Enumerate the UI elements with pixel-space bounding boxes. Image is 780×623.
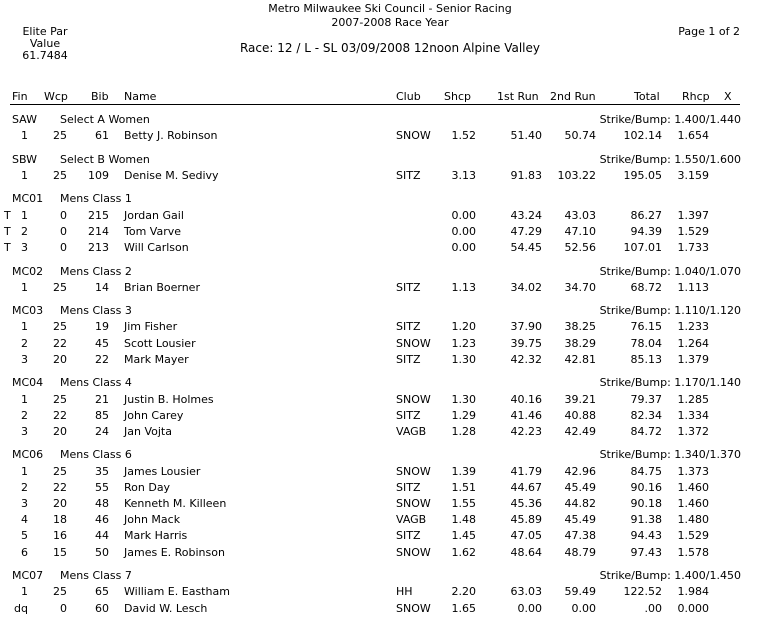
- fin-cell: 2: [21, 480, 28, 494]
- name-cell: Justin B. Holmes: [124, 392, 214, 406]
- class-code: MC04: [12, 376, 44, 390]
- total-cell: 97.43: [630, 545, 662, 559]
- report-title: Metro Milwaukee Ski Council - Senior Racing: [268, 2, 512, 15]
- run1-cell: 39.75: [510, 336, 542, 350]
- name-cell: Brian Boerner: [124, 280, 200, 294]
- wcp-cell: 25: [53, 585, 67, 599]
- col-name: Name: [124, 90, 157, 103]
- shcp-cell: 3.13: [451, 168, 476, 182]
- run2-cell: 34.70: [564, 280, 596, 294]
- name-cell: David W. Lesch: [124, 601, 208, 615]
- club-cell: SITZ: [396, 408, 421, 422]
- shcp-cell: 1.29: [451, 408, 476, 422]
- fin-cell: 1: [21, 320, 28, 334]
- club-cell: SNOW: [396, 464, 431, 478]
- shcp-cell: 0.00: [451, 208, 476, 222]
- name-cell: Tom Varve: [124, 224, 182, 238]
- run2-cell: 42.96: [564, 464, 596, 478]
- club-cell: HH: [396, 585, 413, 599]
- rhcp-cell: 1.654: [677, 129, 709, 143]
- class-name: Mens Class 7: [60, 569, 132, 583]
- rhcp-cell: 1.460: [677, 497, 709, 510]
- run2-cell: 45.49: [564, 480, 596, 494]
- class-header: [0, 304, 780, 318]
- strike-bump: Strike/Bump: 1.400/1.440: [599, 113, 741, 126]
- club-cell: SNOW: [396, 129, 431, 143]
- club-cell: VAGB: [396, 513, 427, 527]
- club-cell: SITZ: [396, 480, 421, 494]
- name-cell: John Carey: [124, 408, 184, 422]
- bib-cell: 65: [95, 585, 109, 599]
- bib-cell: 55: [95, 480, 109, 494]
- elite-value-label: Value: [29, 37, 61, 50]
- fin-cell: 3: [21, 352, 28, 366]
- club-cell: SNOW: [396, 336, 431, 350]
- rhcp-cell: 1.529: [677, 224, 709, 238]
- run2-cell: 59.49: [564, 585, 596, 599]
- run2-cell: 42.49: [564, 424, 596, 438]
- bib-cell: 85: [95, 408, 109, 422]
- shcp-cell: 1.30: [451, 352, 476, 366]
- fin-cell: 2: [21, 408, 28, 422]
- total-cell: 76.15: [630, 320, 662, 334]
- fin-cell: 3: [21, 497, 28, 510]
- run1-cell: 42.23: [510, 424, 542, 438]
- shcp-cell: 1.52: [451, 129, 476, 143]
- rhcp-cell: 1.733: [677, 241, 709, 254]
- class-name: Mens Class 2: [60, 264, 132, 278]
- result-row: [0, 585, 780, 599]
- shcp-cell: 1.28: [451, 424, 476, 438]
- name-cell: Betty J. Robinson: [124, 129, 218, 143]
- name-cell: Jordan Gail: [124, 208, 184, 222]
- total-cell: 94.39: [630, 224, 662, 238]
- name-cell: Jan Vojta: [124, 424, 172, 438]
- club-cell: VAGB: [396, 424, 427, 438]
- run1-cell: 41.79: [510, 464, 542, 478]
- strike-bump: Strike/Bump: 1.400/1.450: [599, 569, 741, 583]
- result-row: [0, 225, 780, 239]
- class-header: [0, 448, 780, 462]
- run2-cell: 45.49: [564, 513, 596, 527]
- total-cell: 107.01: [623, 241, 662, 254]
- rhcp-cell: 1.397: [677, 208, 709, 222]
- col-bib: Bib: [91, 90, 109, 103]
- result-row: [0, 425, 780, 439]
- run2-cell: 103.22: [557, 168, 596, 182]
- wcp-cell: 25: [53, 320, 67, 334]
- wcp-cell: 18: [53, 513, 67, 527]
- shcp-cell: 1.45: [451, 529, 476, 543]
- result-row: [0, 337, 780, 351]
- class-name: Select B Women: [60, 152, 150, 166]
- rhcp-cell: 1.984: [677, 585, 709, 599]
- page-indicator: Page 1 of 2: [678, 25, 740, 38]
- result-row: [0, 465, 780, 479]
- class-code: MC02: [12, 264, 44, 278]
- run2-cell: 52.56: [564, 241, 596, 254]
- run1-cell: 54.45: [510, 241, 542, 254]
- class-header: [0, 569, 780, 583]
- result-row: [0, 481, 780, 495]
- class-name: Mens Class 1: [60, 192, 132, 206]
- bib-cell: 14: [95, 280, 109, 294]
- result-row: [0, 320, 780, 334]
- run1-cell: 63.03: [510, 585, 542, 599]
- bib-cell: 214: [88, 224, 109, 238]
- strike-bump: Strike/Bump: 1.110/1.120: [599, 304, 741, 318]
- club-cell: SITZ: [396, 280, 421, 294]
- shcp-cell: 1.65: [451, 601, 476, 615]
- class-code: MC03: [12, 304, 44, 318]
- club-cell: SNOW: [396, 545, 431, 559]
- run2-cell: 48.79: [564, 545, 596, 559]
- run1-cell: 45.89: [510, 513, 542, 527]
- run1-cell: 47.05: [510, 529, 542, 543]
- rhcp-cell: 1.334: [677, 408, 709, 422]
- rhcp-cell: 1.529: [677, 529, 709, 543]
- run1-cell: 42.32: [510, 352, 542, 366]
- name-cell: Jim Fisher: [124, 320, 178, 334]
- col-run1: 1st Run: [497, 90, 539, 103]
- race-label: Race: 12 / L - SL 03/09/2008 12noon Alpine Valley: [239, 41, 540, 55]
- wcp-cell: 0: [60, 241, 67, 254]
- class-code: SAW: [12, 113, 37, 126]
- run1-cell: 91.83: [510, 168, 542, 182]
- fin-cell: dq: [14, 601, 28, 615]
- total-cell: 122.52: [623, 585, 662, 599]
- total-cell: 78.04: [630, 336, 662, 350]
- fin-cell: 4: [21, 513, 28, 527]
- run2-cell: 42.81: [564, 352, 596, 366]
- bib-cell: 46: [95, 513, 109, 527]
- tie-marker: T: [4, 241, 11, 254]
- wcp-cell: 16: [53, 529, 67, 543]
- name-cell: Ron Day: [124, 480, 171, 494]
- shcp-cell: 0.00: [451, 224, 476, 238]
- run2-cell: 44.82: [564, 497, 596, 510]
- run1-cell: 41.46: [510, 408, 542, 422]
- class-name: Select A Women: [60, 113, 150, 126]
- shcp-cell: 1.23: [451, 336, 476, 350]
- result-row: [0, 409, 780, 423]
- wcp-cell: 25: [53, 464, 67, 478]
- total-cell: 90.18: [630, 497, 662, 510]
- class-name: Mens Class 4: [60, 376, 132, 390]
- bib-cell: 21: [95, 392, 109, 406]
- col-total: Total: [634, 90, 660, 103]
- bib-cell: 48: [95, 497, 109, 510]
- name-cell: Mark Mayer: [124, 352, 189, 366]
- club-cell: SITZ: [396, 352, 421, 366]
- bib-cell: 109: [88, 168, 109, 182]
- run2-cell: 47.10: [564, 224, 596, 238]
- class-code: MC06: [12, 448, 44, 462]
- strike-bump: Strike/Bump: 1.340/1.370: [599, 448, 741, 462]
- result-row: [0, 393, 780, 407]
- strike-bump: Strike/Bump: 1.550/1.600: [599, 152, 741, 166]
- tie-marker: T: [4, 208, 11, 222]
- fin-cell: 1: [21, 585, 28, 599]
- col-run2: 2nd Run: [550, 90, 596, 103]
- run1-cell: 47.29: [510, 224, 542, 238]
- result-row: [0, 602, 780, 616]
- run1-cell: 34.02: [510, 280, 542, 294]
- name-cell: James Lousier: [124, 464, 201, 478]
- col-x: X: [724, 90, 732, 103]
- total-cell: 86.27: [630, 208, 662, 222]
- total-cell: 195.05: [623, 168, 662, 182]
- wcp-cell: 20: [53, 424, 67, 438]
- shcp-cell: 1.48: [451, 513, 476, 527]
- wcp-cell: 22: [53, 408, 67, 422]
- col-wcp: Wcp: [44, 90, 68, 103]
- rhcp-cell: 1.113: [677, 280, 709, 294]
- shcp-cell: 1.51: [451, 480, 476, 494]
- club-cell: SITZ: [396, 168, 421, 182]
- name-cell: William E. Eastham: [124, 585, 230, 599]
- shcp-cell: 1.13: [451, 280, 476, 294]
- fin-cell: 3: [21, 241, 28, 254]
- col-club: Club: [396, 90, 421, 103]
- shcp-cell: 1.62: [451, 545, 476, 559]
- result-row: [0, 241, 780, 255]
- wcp-cell: 22: [53, 480, 67, 494]
- total-cell: .00: [644, 601, 662, 615]
- class-code: SBW: [12, 152, 38, 166]
- strike-bump: Strike/Bump: 1.170/1.140: [599, 376, 741, 390]
- class-name: Mens Class 6: [60, 448, 132, 462]
- rhcp-cell: 1.233: [677, 320, 709, 334]
- club-cell: SNOW: [396, 392, 431, 406]
- bib-cell: 60: [95, 601, 109, 615]
- rhcp-cell: 1.372: [677, 424, 709, 438]
- shcp-cell: 1.20: [451, 320, 476, 334]
- shcp-cell: 0.00: [451, 241, 476, 254]
- run2-cell: 38.29: [564, 336, 596, 350]
- fin-cell: 1: [21, 129, 28, 143]
- run2-cell: 38.25: [564, 320, 596, 334]
- wcp-cell: 25: [53, 280, 67, 294]
- total-cell: 90.16: [630, 480, 662, 494]
- tie-marker: T: [4, 224, 11, 238]
- result-row: [0, 353, 780, 367]
- run1-cell: 45.36: [510, 497, 542, 510]
- wcp-cell: 15: [53, 545, 67, 559]
- name-cell: Will Carlson: [124, 241, 189, 254]
- fin-cell: 1: [21, 464, 28, 478]
- bib-cell: 24: [95, 424, 109, 438]
- result-row: [0, 529, 780, 543]
- run2-cell: 40.88: [564, 408, 596, 422]
- result-row: [0, 209, 780, 223]
- class-header: [0, 113, 780, 127]
- name-cell: Mark Harris: [124, 529, 188, 543]
- run1-cell: 44.67: [510, 480, 542, 494]
- run1-cell: 43.24: [510, 208, 542, 222]
- wcp-cell: 0: [60, 208, 67, 222]
- total-cell: 94.43: [630, 529, 662, 543]
- total-cell: 91.38: [630, 513, 662, 527]
- fin-cell: 1: [21, 280, 28, 294]
- total-cell: 102.14: [623, 129, 662, 143]
- bib-cell: 44: [95, 529, 109, 543]
- wcp-cell: 0: [60, 601, 67, 615]
- rhcp-cell: 1.578: [677, 545, 709, 559]
- bib-cell: 61: [95, 129, 109, 143]
- class-header: [0, 376, 780, 390]
- run1-cell: 37.90: [510, 320, 542, 334]
- name-cell: Scott Lousier: [124, 336, 196, 350]
- name-cell: James E. Robinson: [124, 545, 225, 559]
- club-cell: SNOW: [396, 601, 431, 615]
- fin-cell: 5: [21, 529, 28, 543]
- strike-bump: Strike/Bump: 1.040/1.070: [599, 264, 741, 278]
- result-row: [0, 513, 780, 527]
- run1-cell: 40.16: [510, 392, 542, 406]
- run2-cell: 47.38: [564, 529, 596, 543]
- class-header: [0, 192, 780, 206]
- col-shcp: Shcp: [444, 90, 471, 103]
- total-cell: 85.13: [630, 352, 662, 366]
- run2-cell: 43.03: [564, 208, 596, 222]
- total-cell: 79.37: [630, 392, 662, 406]
- shcp-cell: 1.55: [451, 497, 476, 510]
- result-row: [0, 169, 780, 183]
- col-fin: Fin: [12, 90, 28, 103]
- wcp-cell: 25: [53, 168, 67, 182]
- fin-cell: 2: [21, 224, 28, 238]
- bib-cell: 19: [95, 320, 109, 334]
- run1-cell: 51.40: [510, 129, 542, 143]
- wcp-cell: 20: [53, 352, 67, 366]
- bib-cell: 45: [95, 336, 109, 350]
- fin-cell: 3: [21, 424, 28, 438]
- header-divider: [10, 104, 740, 105]
- shcp-cell: 1.39: [451, 464, 476, 478]
- rhcp-cell: 1.373: [677, 464, 709, 478]
- class-code: MC07: [12, 569, 44, 583]
- shcp-cell: 1.30: [451, 392, 476, 406]
- fin-cell: 2: [21, 336, 28, 350]
- wcp-cell: 0: [60, 224, 67, 238]
- result-row: [0, 497, 780, 511]
- rhcp-cell: 1.460: [677, 480, 709, 494]
- shcp-cell: 2.20: [451, 585, 476, 599]
- bib-cell: 50: [95, 545, 109, 559]
- season-label: 2007-2008 Race Year: [331, 16, 449, 29]
- result-row: [0, 281, 780, 295]
- rhcp-cell: 3.159: [677, 168, 709, 182]
- rhcp-cell: 1.379: [677, 352, 709, 366]
- name-cell: Denise M. Sedivy: [124, 168, 219, 182]
- fin-cell: 6: [21, 545, 28, 559]
- class-code: MC01: [12, 192, 44, 206]
- class-name: Mens Class 3: [60, 304, 132, 318]
- fin-cell: 1: [21, 392, 28, 406]
- run2-cell: 50.74: [564, 129, 596, 143]
- run1-cell: 0.00: [517, 601, 542, 615]
- rhcp-cell: 1.285: [677, 392, 709, 406]
- wcp-cell: 25: [53, 392, 67, 406]
- wcp-cell: 20: [53, 497, 67, 510]
- result-row: [0, 546, 780, 560]
- fin-cell: 1: [21, 168, 28, 182]
- elite-par-value: 61.7484: [22, 49, 68, 62]
- bib-cell: 213: [88, 241, 109, 254]
- run2-cell: 0.00: [571, 601, 596, 615]
- name-cell: John Mack: [124, 513, 181, 527]
- wcp-cell: 22: [53, 336, 67, 350]
- class-header: [0, 265, 780, 279]
- class-header: [0, 153, 780, 167]
- total-cell: 68.72: [630, 280, 662, 294]
- fin-cell: 1: [21, 208, 28, 222]
- result-row: [0, 129, 780, 143]
- run2-cell: 39.21: [564, 392, 596, 406]
- rhcp-cell: 0.000: [677, 601, 709, 615]
- club-cell: SITZ: [396, 529, 421, 543]
- club-cell: SNOW: [396, 497, 431, 510]
- club-cell: SITZ: [396, 320, 421, 334]
- elite-par-label: Elite Par: [22, 25, 68, 38]
- name-cell: Kenneth M. Killeen: [124, 497, 227, 510]
- total-cell: 84.75: [630, 464, 662, 478]
- total-cell: 82.34: [630, 408, 662, 422]
- wcp-cell: 25: [53, 129, 67, 143]
- bib-cell: 35: [95, 464, 109, 478]
- rhcp-cell: 1.480: [677, 513, 709, 527]
- run1-cell: 48.64: [510, 545, 542, 559]
- bib-cell: 215: [88, 208, 109, 222]
- rhcp-cell: 1.264: [677, 336, 709, 350]
- col-rhcp: Rhcp: [682, 90, 710, 103]
- total-cell: 84.72: [630, 424, 662, 438]
- bib-cell: 22: [95, 352, 109, 366]
